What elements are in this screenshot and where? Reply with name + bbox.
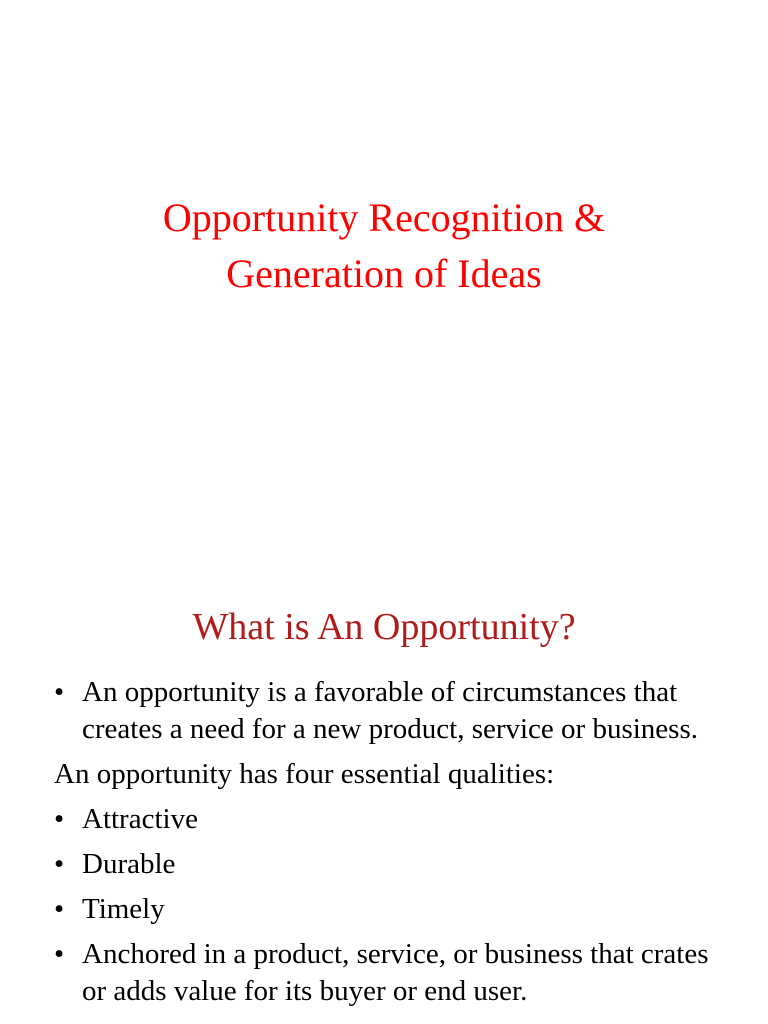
list-item: [54, 674, 734, 748]
list-item: [54, 801, 734, 838]
bullet-icon: •: [54, 676, 65, 708]
list-item: [54, 846, 734, 883]
list-item-text: Anchored in a product, service, or business that crates or adds value for its buyer or end user.: [82, 938, 709, 1007]
list-item-text: Attractive: [82, 803, 198, 835]
bullet-list: [54, 674, 734, 1018]
content-slide: [0, 560, 768, 1024]
list-item: [54, 936, 734, 1010]
list-item-text: Durable: [82, 848, 176, 880]
list-item-text: Timely: [82, 893, 165, 925]
list-item-text: An opportunity is a favorable of circumstances that creates a need for a new product, service or business.: [82, 676, 698, 745]
bullet-icon: •: [54, 893, 65, 925]
bullet-icon: •: [54, 848, 65, 880]
list-item: [54, 756, 734, 793]
bullet-icon: •: [54, 803, 65, 835]
list-item-text: An opportunity has four essential qualities:: [54, 758, 555, 790]
slide-title: Opportunity Recognition & Generation of Ideas: [162, 195, 606, 296]
bullet-icon: •: [54, 938, 65, 970]
list-item: [54, 891, 734, 928]
slide-heading: What is An Opportunity?: [192, 606, 576, 648]
